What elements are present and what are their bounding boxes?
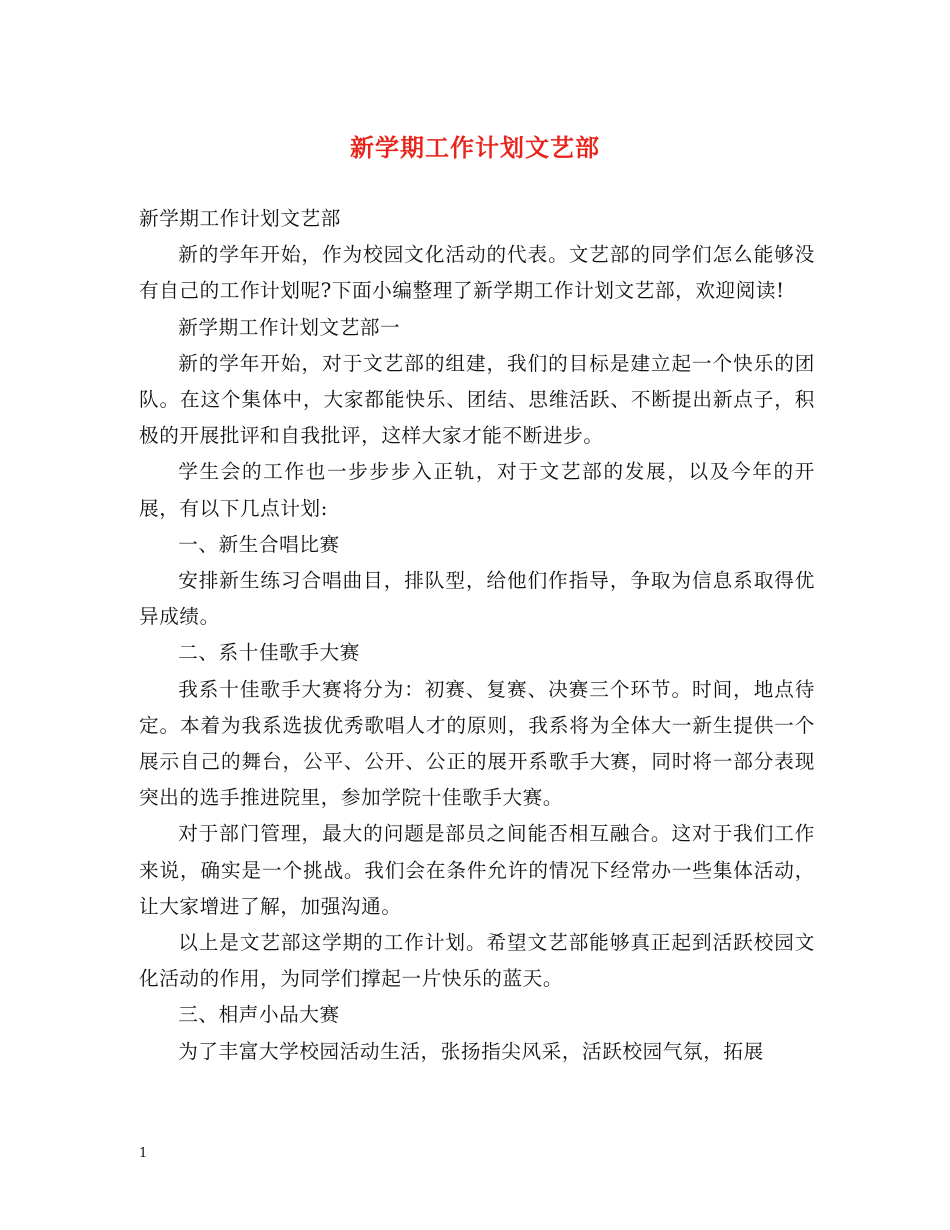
paragraph-intro: 新的学年开始，作为校园文化活动的代表。文艺部的同学们怎么能够没有自己的工作计划呢?下面小编整理了新学期工作计划文艺部，欢迎阅读! [139, 243, 815, 303]
section-heading: 二、系十佳歌手大赛 [178, 641, 360, 665]
paragraph: 为了丰富大学校园活动生活，张扬指尖风采，活跃校园气氛，拓展 [178, 1039, 764, 1063]
section-heading: 一、新生合唱比赛 [178, 532, 340, 556]
paragraph-subtitle: 新学期工作计划文艺部 [139, 207, 341, 230]
document-body [139, 201, 815, 1070]
paragraph: 新的学年开始，对于文艺部的组建，我们的目标是建立起一个快乐的团队。在这个集体中，大家都能快乐、团结、思维活跃、不断提出新点子，积极的开展批评和自我批评，这样大家才能不断进步。 [139, 351, 815, 448]
paragraph: 学生会的工作也一步步步入正轨，对于文艺部的发展，以及今年的开展，有以下几点计划: [139, 460, 815, 520]
paragraph: 我系十佳歌手大赛将分为：初赛、复赛、决赛三个环节。时间，地点待定。本着为我系选拔优秀歌唱人才的原则，我系将为全体大一新生提供一个展示自己的舞台，公平、公开、公正的展开系歌手大赛，同时将一部分表现突出的选手推进院里，参加学院十佳歌手大赛。 [139, 677, 815, 810]
paragraph: 安排新生练习合唱曲目，排队型，给他们作指导，争取为信息系取得优异成绩。 [139, 569, 815, 629]
section-heading-plan-one: 新学期工作计划文艺部一 [178, 315, 401, 339]
page-number: 1 [139, 1146, 148, 1161]
paragraph: 对于部门管理，最大的问题是部员之间能否相互融合。这对于我们工作来说，确实是一个挑战。我们会在条件允许的情况下经常办一些集体活动，让大家增进了解，加强沟通。 [139, 822, 815, 918]
section-heading: 三、相声小品大赛 [178, 1003, 340, 1027]
document-title: 新学期工作计划文艺部 [350, 133, 600, 162]
paragraph: 以上是文艺部这学期的工作计划。希望文艺部能够真正起到活跃校园文化活动的作用，为同学们撑起一片快乐的蓝天。 [139, 931, 815, 991]
